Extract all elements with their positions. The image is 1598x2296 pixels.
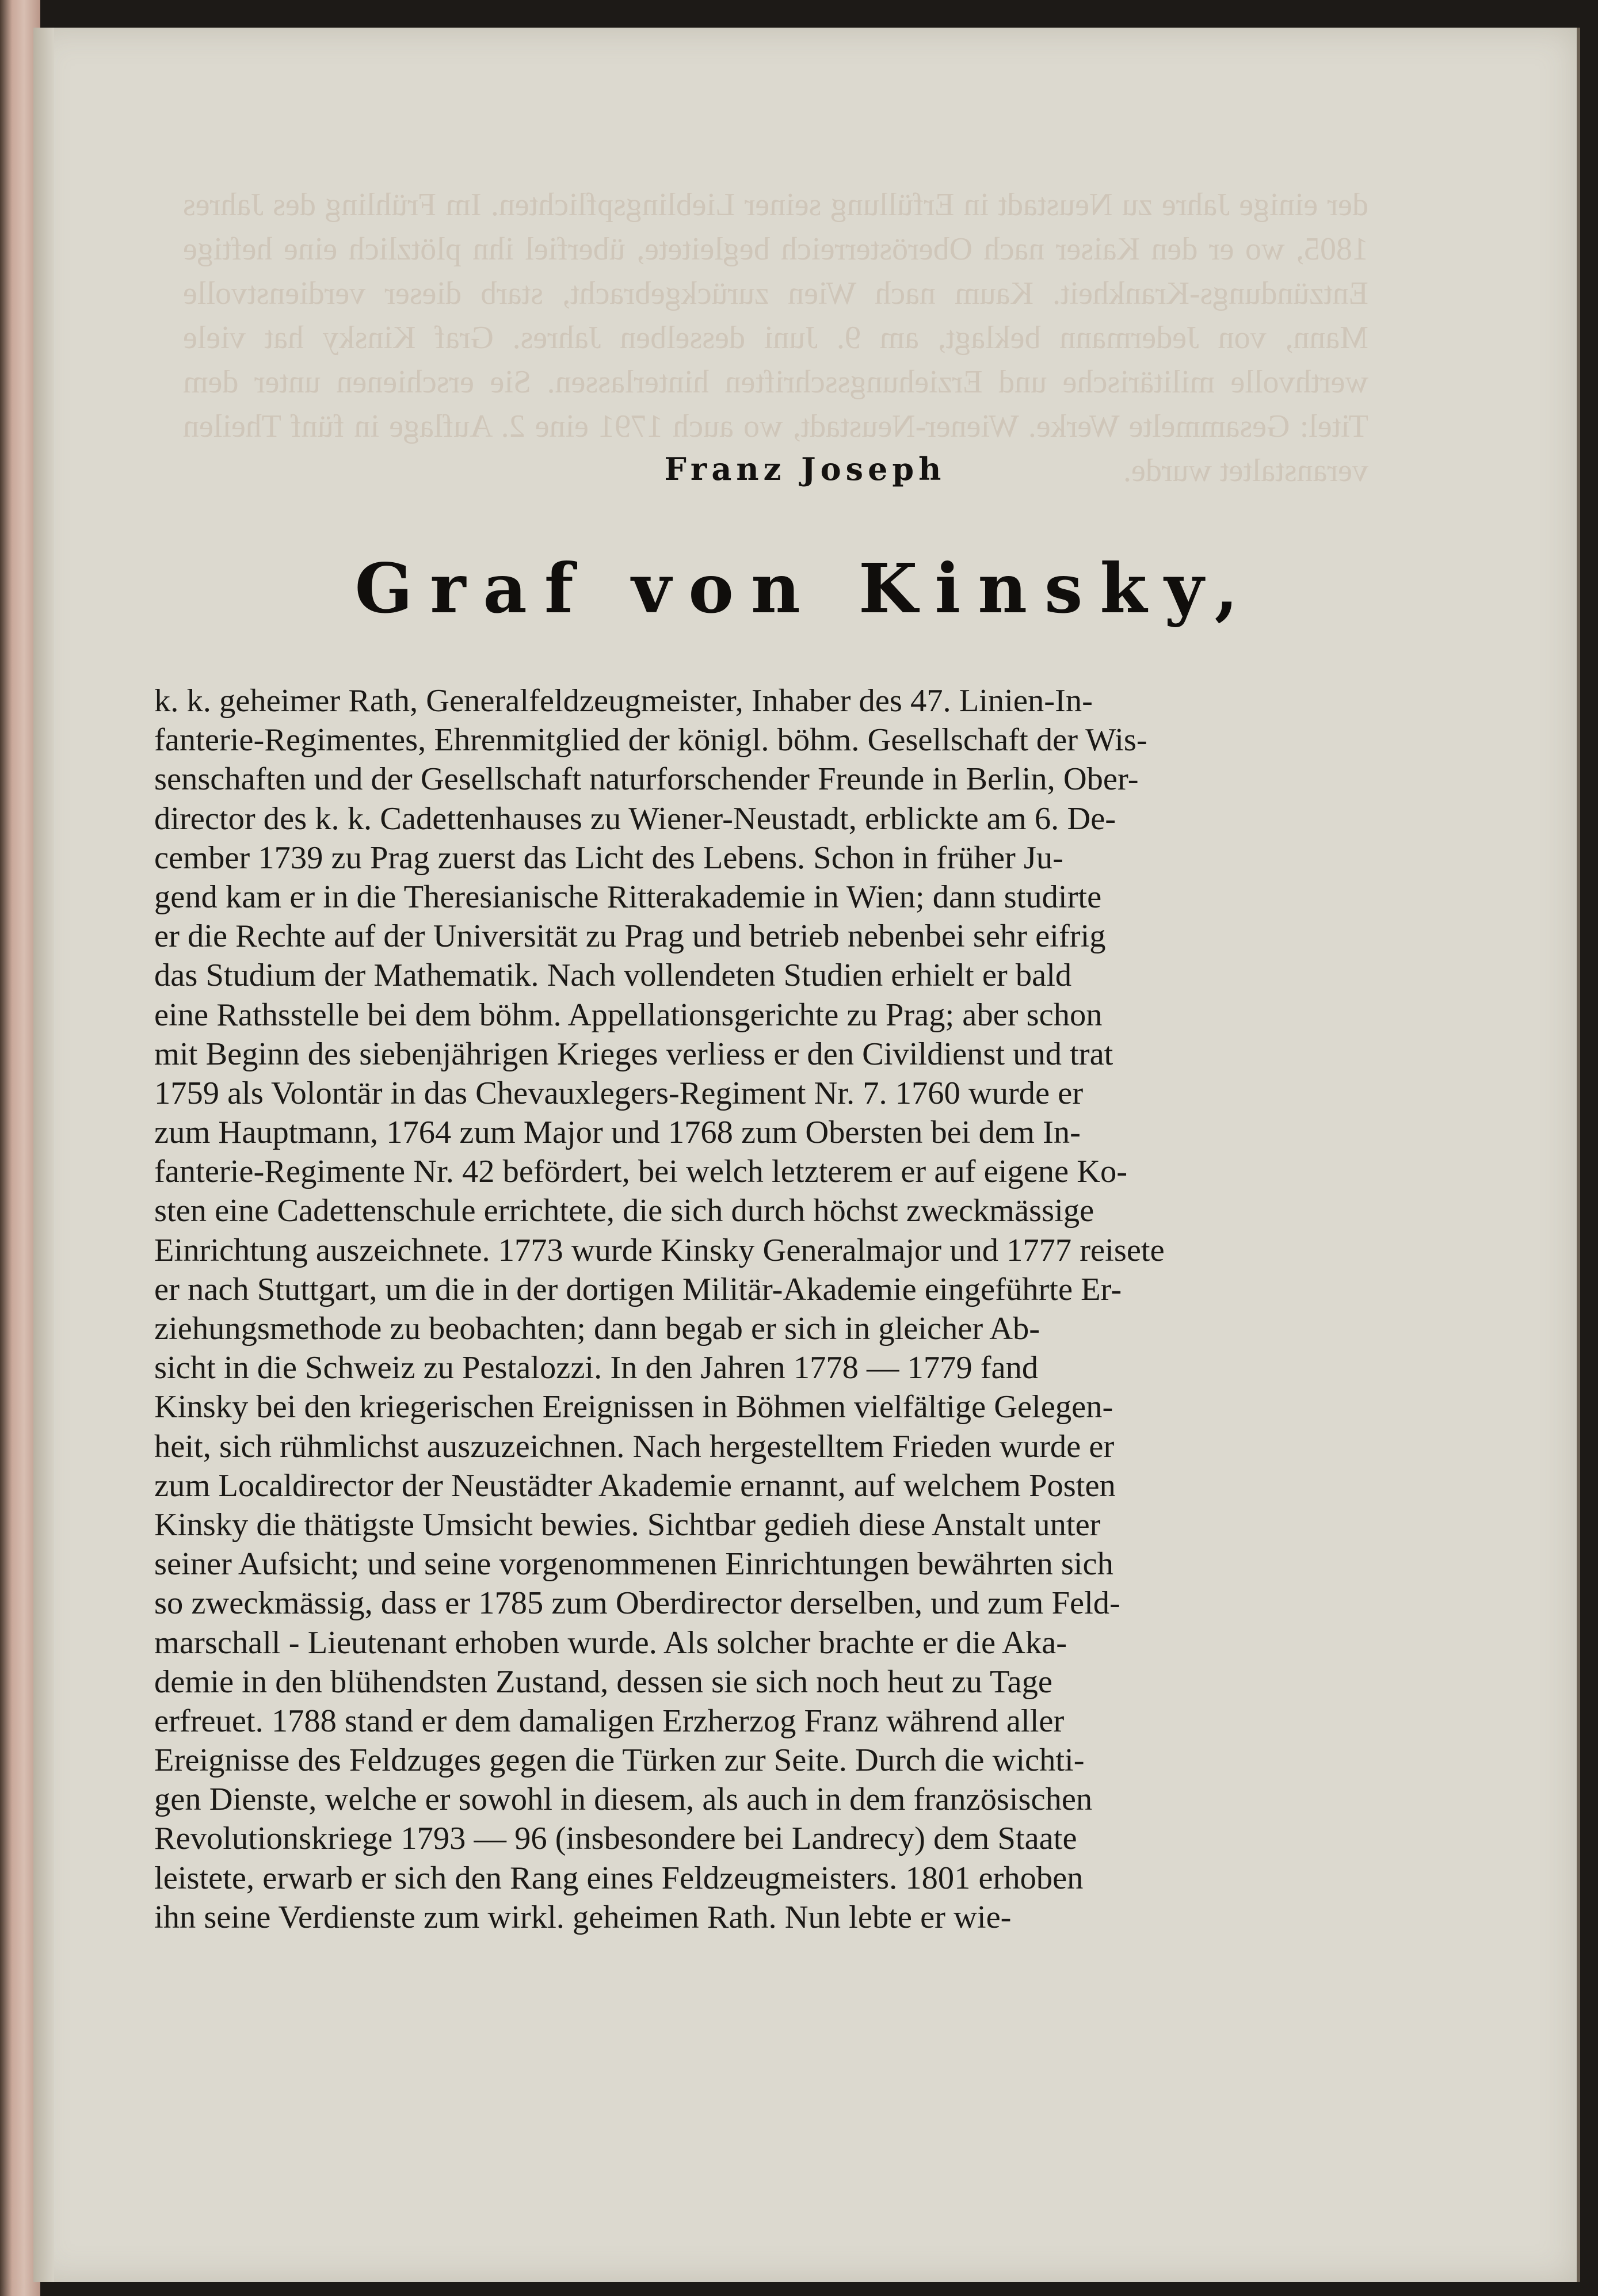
text-line: sicht in die Schweiz zu Pestalozzi. In den Jahren 1778 — 1779 fand	[154, 1350, 1039, 1386]
text-line: das Studium der Mathematik. Nach vollendeten Studien erhielt er bald	[154, 958, 1072, 994]
text-line: er nach Stuttgart, um die in der dortigen Militär-Akademie eingeführte Er-	[154, 1271, 1122, 1307]
text-line: ihn seine Verdienste zum wirkl. geheimen Rath. Nun lebte er wie-	[154, 1899, 1012, 1935]
page-subtitle: Franz Joseph	[664, 451, 946, 487]
text-line: heit, sich rühmlichst auszuzeichnen. Nach hergestelltem Frieden wurde er	[154, 1428, 1115, 1464]
text-line: cember 1739 zu Prag zuerst das Licht des Lebens. Schon in früher Ju-	[154, 840, 1063, 876]
text-line: seiner Aufsicht; und seine vorgenommenen Einrichtungen bewährten sich	[154, 1546, 1113, 1582]
text-line: leistete, erwarb er sich den Rang eines Feldzeugmeisters. 1801 erhoben	[154, 1860, 1084, 1896]
text-line: er die Rechte auf der Universität zu Prag und betrieb nebenbei sehr eifrig	[154, 918, 1106, 955]
book-page	[33, 28, 1580, 2282]
page-gutter	[33, 28, 54, 2282]
text-line: Revolutionskriege 1793 — 96 (insbesondere bei Landrecy) dem Staate	[154, 1821, 1077, 1857]
text-line: gen Dienste, welche er sowohl in diesem, als auch in dem französischen	[154, 1782, 1093, 1818]
text-line: marschall - Lieutenant erhoben wurde. Als solcher brachte er die Aka-	[154, 1624, 1067, 1661]
text-line: gend kam er in die Theresianische Ritterakademie in Wien; dann studirte	[154, 879, 1102, 915]
text-line: demie in den blühendsten Zustand, dessen sie sich noch heut zu Tage	[154, 1664, 1052, 1700]
text-line: k. k. geheimer Rath, Generalfeldzeugmeister, Inhaber des 47. Linien-In-	[154, 683, 1093, 719]
page-title: Graf von Kinsky,	[354, 548, 1256, 628]
body-text	[154, 681, 1351, 1937]
text-line: so zweckmässig, dass er 1785 zum Oberdirector derselben, und zum Feld-	[154, 1585, 1120, 1622]
text-line: eine Rathsstelle bei dem böhm. Appellationsgerichte zu Prag; aber schon	[154, 997, 1103, 1033]
text-line: Kinsky die thätigste Umsicht bewies. Sichtbar gedieh diese Anstalt unter	[154, 1506, 1101, 1543]
text-line: zum Localdirector der Neustädter Akademie ernannt, auf welchem Posten	[154, 1467, 1116, 1504]
text-line: erfreuet. 1788 stand er dem damaligen Erzherzog Franz während aller	[154, 1703, 1065, 1739]
text-line: sten eine Cadettenschule errichtete, die sich durch höchst zweckmässige	[154, 1193, 1094, 1229]
text-line: Kinsky bei den kriegerischen Ereignissen in Böhmen vielfältige Gelegen-	[154, 1389, 1113, 1425]
text-line: Ereignisse des Feldzuges gegen die Türken zur Seite. Durch die wichti-	[154, 1742, 1085, 1779]
text-line: fanterie-Regimente Nr. 42 befördert, bei welch letzterem er auf eigene Ko-	[154, 1154, 1128, 1190]
text-line: Einrichtung auszeichnete. 1773 wurde Kinsky Generalmajor und 1777 reisete	[154, 1232, 1165, 1268]
text-line: 1759 als Volontär in das Chevauxlegers-Regiment Nr. 7. 1760 wurde er	[154, 1075, 1084, 1111]
text-line: fanterie-Regimentes, Ehrenmitglied der königl. böhm. Gesellschaft der Wis-	[154, 722, 1147, 758]
text-line: mit Beginn des siebenjährigen Krieges verliess er den Civildienst und trat	[154, 1036, 1113, 1072]
bleed-through-text: der einige Jahre zu Neustadt in Erfüllung seiner Lieblingspflichten. Im Frühling des Jahres 1805, wo er den Kaiser nach Oberösterreich begleitete, überfiel ihn plötzlich eine heftige Entzündungs-Krankheit. Kaum nach Wien zurückgebracht, starb dieser verdienstvolle Mann, von Jedermann beklagt, am 9. Juni desselben Jahres. Graf Kinsky hat viele werthvolle militärische und Erziehungsschriften hinterlassen. Sie erschienen unter dem Titel: Gesammelte Werke. Wiener-Neustadt, wo auch 1791 eine 2. Auflage in fünf Theilen veranstaltet wurde.	[183, 187, 1368, 489]
text-line: senschaften und der Gesellschaft naturforschender Freunde in Berlin, Ober-	[154, 761, 1139, 798]
text-line: zum Hauptmann, 1764 zum Major und 1768 zum Obersten bei dem In-	[154, 1115, 1081, 1151]
text-line: ziehungsmethode zu beobachten; dann begab er sich in gleicher Ab-	[154, 1311, 1040, 1347]
text-line: director des k. k. Cadettenhauses zu Wiener-Neustadt, erblickte am 6. De-	[154, 800, 1116, 837]
